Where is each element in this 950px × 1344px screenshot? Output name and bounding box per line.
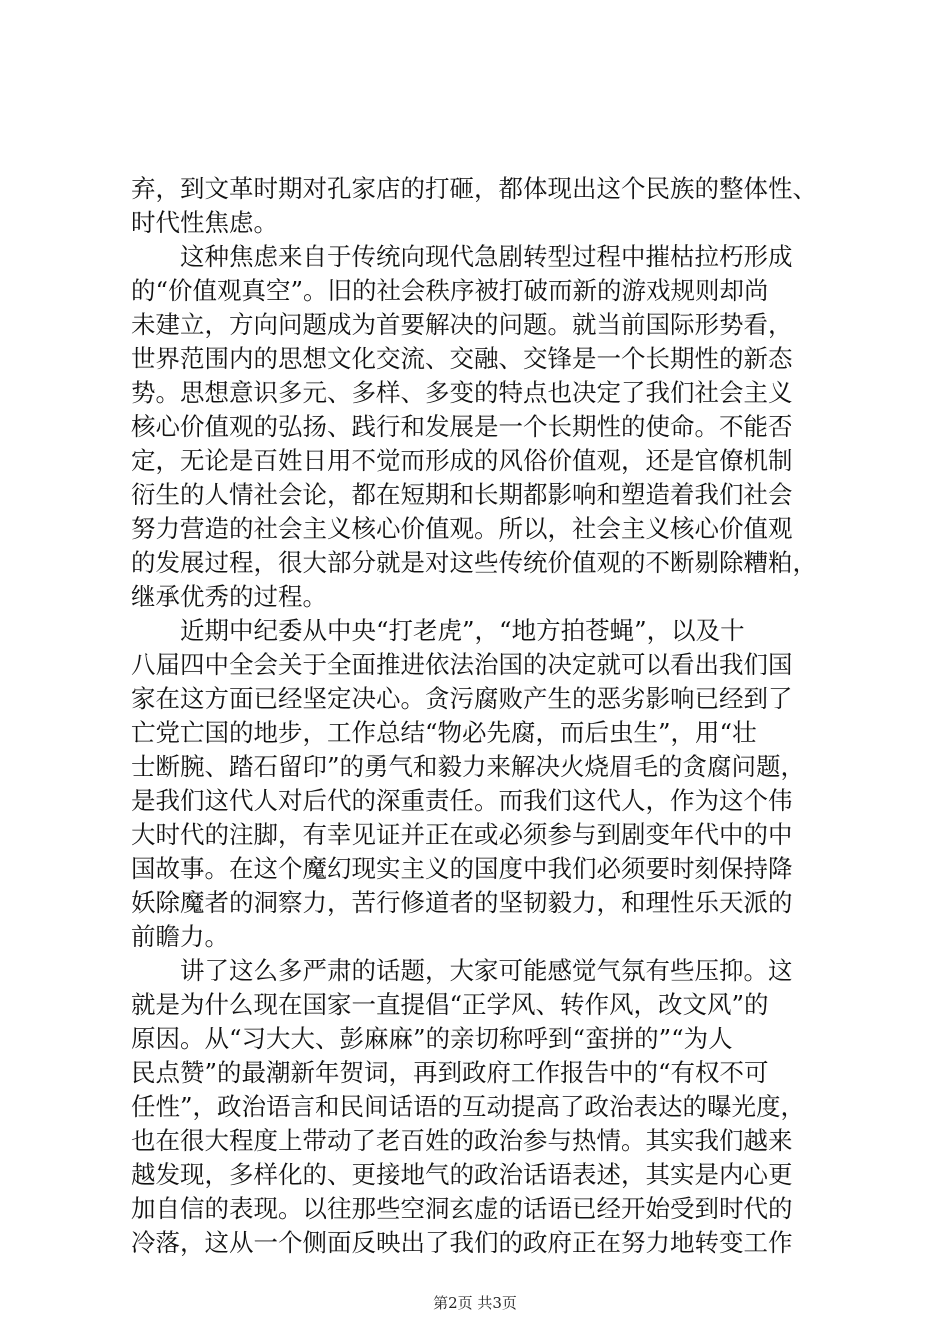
text-line: 任性”，政治语言和民间话语的互动提高了政治表达的曝光度， bbox=[131, 1092, 806, 1121]
text-line: 核心价值观的弘扬、践行和发展是一个长期性的使命。不能否 bbox=[131, 412, 793, 441]
text-line: 世界范围内的思想文化交流、交融、交锋是一个长期性的新态 bbox=[131, 344, 793, 373]
text-line: 定，无论是百姓日用不觉而形成的风俗价值观，还是官僚机制 bbox=[131, 446, 793, 475]
text-line: 国故事。在这个魔幻现实主义的国度中我们必须要时刻保持降 bbox=[131, 854, 793, 883]
text-line: 越发现，多样化的、更接地气的政治话语表述，其实是内心更 bbox=[131, 1160, 793, 1189]
text-line: 时代性焦虑。 bbox=[131, 208, 278, 237]
text-line: 努力营造的社会主义核心价值观。所以，社会主义核心价值观 bbox=[131, 514, 793, 543]
text-line: 势。思想意识多元、多样、多变的特点也决定了我们社会主义 bbox=[131, 378, 793, 407]
text-line: 讲了这么多严肃的话题，大家可能感觉气氛有些压抑。这 bbox=[131, 956, 793, 985]
text-line: 的发展过程，很大部分就是对这些传统价值观的不断剔除糟粕， bbox=[131, 548, 817, 577]
text-line: 冷落，这从一个侧面反映出了我们的政府正在努力地转变工作 bbox=[131, 1228, 793, 1257]
text-line: 就是为什么现在国家一直提倡“正学风、转作风，改文风”的 bbox=[131, 990, 769, 1019]
text-line: 弃，到文革时期对孔家店的打砸，都体现出这个民族的整体性、 bbox=[131, 174, 817, 203]
text-line: 这种焦虑来自于传统向现代急剧转型过程中摧枯拉朽形成 bbox=[131, 242, 793, 271]
text-line: 前瞻力。 bbox=[131, 922, 229, 951]
text-line: 未建立，方向问题成为首要解决的问题。就当前国际形势看， bbox=[131, 310, 793, 339]
text-line: 是我们这代人对后代的深重责任。而我们这代人，作为这个伟 bbox=[131, 786, 793, 815]
text-line: 民点赞”的最潮新年贺词，再到政府工作报告中的“有权不可 bbox=[131, 1058, 769, 1087]
text-line: 也在很大程度上带动了老百姓的政治参与热情。其实我们越来 bbox=[131, 1126, 793, 1155]
text-line: 士断腕、踏石留印”的勇气和毅力来解决火烧眉毛的贪腐问题， bbox=[131, 752, 806, 781]
text-line: 家在这方面已经坚定决心。贪污腐败产生的恶劣影响已经到了 bbox=[131, 684, 793, 713]
text-line: 继承优秀的过程。 bbox=[131, 582, 327, 611]
text-line: 大时代的注脚，有幸见证并正在或必须参与到剧变年代中的中 bbox=[131, 820, 793, 849]
text-line: 的“价值观真空”。旧的社会秩序被打破而新的游戏规则却尚 bbox=[131, 276, 769, 305]
page-footer: 第2页 共3页 bbox=[433, 1294, 517, 1312]
text-line: 八届四中全会关于全面推进依法治国的决定就可以看出我们国 bbox=[131, 650, 793, 679]
text-line: 加自信的表现。以往那些空洞玄虚的话语已经开始受到时代的 bbox=[131, 1194, 793, 1223]
text-line: 妖除魔者的洞察力，苦行修道者的坚韧毅力，和理性乐天派的 bbox=[131, 888, 793, 917]
text-line: 近期中纪委从中央“打老虎”，“地方拍苍蝇”，以及十 bbox=[131, 616, 745, 645]
body-text bbox=[131, 172, 847, 1260]
text-line: 原因。从“习大大、彭麻麻”的亲切称呼到“蛮拼的”“为人 bbox=[131, 1024, 733, 1053]
text-line: 亡党亡国的地步，工作总结“物必先腐，而后虫生”，用“壮 bbox=[131, 718, 757, 747]
text-line: 衍生的人情社会论，都在短期和长期都影响和塑造着我们社会 bbox=[131, 480, 793, 509]
